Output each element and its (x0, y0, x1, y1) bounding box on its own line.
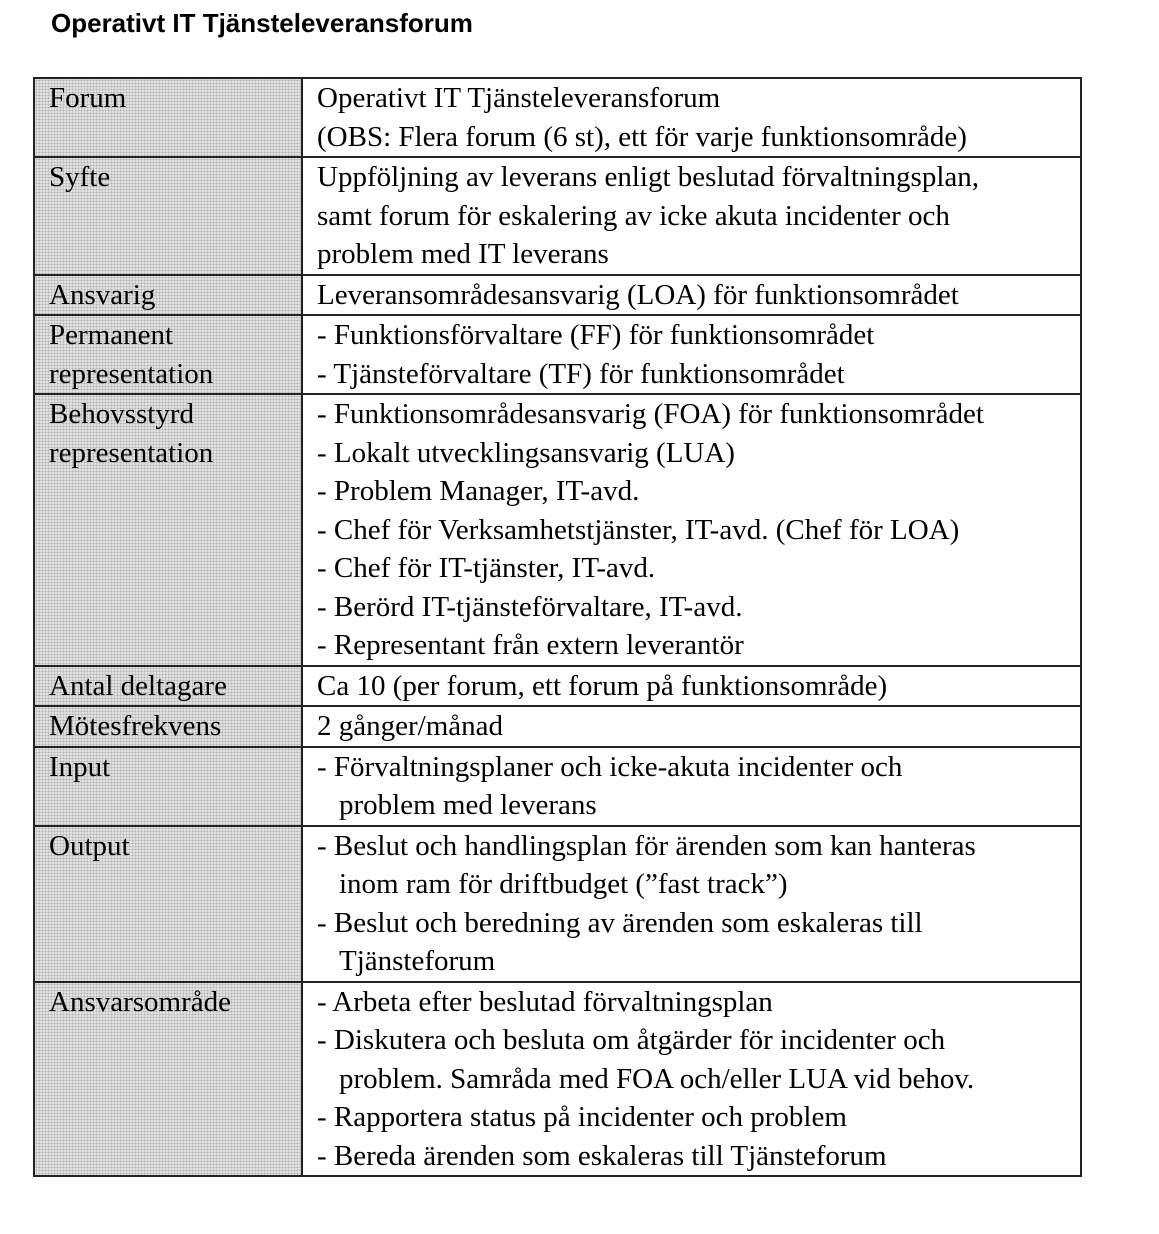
row-label: representation (49, 436, 214, 469)
bullet-item: - Förvaltningsplaner och icke-akuta incidenter och problem med leverans (317, 750, 903, 821)
value-line: Operativt IT Tjänsteleveransforum (317, 82, 721, 114)
row-label: representation (49, 357, 214, 390)
bullet-item: - Representant från extern leverantör (317, 629, 744, 661)
bullet-item: - Arbeta efter beslutad förvaltningsplan (317, 985, 773, 1018)
row-value-cell (302, 275, 1081, 316)
row-label: Syfte (49, 161, 111, 193)
bullet-item: - Problem Manager, IT-avd. (317, 475, 640, 507)
row-label: Input (49, 750, 111, 783)
value-line: samt forum för eskalering av icke akuta incidenter och (317, 199, 950, 232)
bullet-item: - Chef för Verksamhetstjänster, IT-avd. (Chef för LOA) (317, 513, 960, 546)
row-value-cell (302, 315, 1081, 394)
row-label-cell (34, 747, 302, 826)
value-line: Leveransområdesansvarig (LOA) för funktionsområdet (317, 278, 959, 311)
table-row (34, 157, 1081, 275)
row-label-cell (34, 982, 302, 1177)
row-label: Ansvarig (49, 278, 156, 311)
row-label-cell (34, 315, 302, 394)
forum-info-table (33, 77, 1082, 1177)
table-row (34, 706, 1081, 747)
row-value-cell (302, 157, 1081, 275)
row-label: Antal deltagare (49, 669, 227, 702)
bullet-item: - Funktionsförvaltare (FF) för funktionsområdet (317, 319, 875, 351)
table-row (34, 747, 1081, 826)
row-value-cell (302, 78, 1081, 157)
bullet-item: - Chef för IT-tjänster, IT-avd. (317, 552, 656, 584)
row-label: Ansvarsområde (49, 985, 232, 1018)
bullet-item: - Diskutera och besluta om åtgärder för incidenter och problem. Samråda med FOA och/eller LUA vid behov. (317, 1024, 975, 1095)
value-line: (OBS: Flera forum (6 st), ett för varje funktionsområde) (317, 120, 967, 153)
bullet-item: - Berörd IT-tjänsteförvaltare, IT-avd. (317, 590, 743, 623)
table-row (34, 275, 1081, 316)
bullet-item: - Lokalt utvecklingsansvarig (LUA) (317, 436, 735, 469)
row-value-cell (302, 826, 1081, 982)
row-value-cell (302, 666, 1081, 707)
row-label-cell (34, 78, 302, 157)
value-line: Ca 10 (per forum, ett forum på funktionsområde) (317, 669, 888, 702)
row-label: Permanent (49, 319, 174, 351)
row-value-cell (302, 747, 1081, 826)
bullet-item: - Rapportera status på incidenter och problem (317, 1101, 847, 1133)
value-line: Uppföljning av leverans enligt beslutad förvaltningsplan, (317, 161, 980, 193)
row-label: Mötesfrekvens (49, 710, 222, 742)
table-row (34, 315, 1081, 394)
row-label-cell (34, 666, 302, 707)
table-row (34, 78, 1081, 157)
table-row (34, 826, 1081, 982)
row-value-cell (302, 394, 1081, 666)
bullet-item: - Beslut och handlingsplan för ärenden som kan hanteras inom ram för driftbudget (”fast track”) (317, 829, 976, 900)
table-row (34, 666, 1081, 707)
bullet-item: - Tjänsteförvaltare (TF) för funktionsområdet (317, 357, 845, 390)
row-label: Forum (49, 82, 127, 114)
document-title: Operativt IT Tjänsteleveransforum (51, 8, 473, 38)
bullet-item: - Bereda ärenden som eskaleras till Tjänsteforum (317, 1139, 887, 1172)
table-row (34, 982, 1081, 1177)
row-value-cell (302, 706, 1081, 747)
value-line: 2 gånger/månad (317, 710, 504, 742)
row-label-cell (34, 394, 302, 666)
row-label-cell (34, 157, 302, 275)
row-value-cell (302, 982, 1081, 1177)
row-label: Behovsstyrd (49, 398, 194, 430)
row-label-cell (34, 275, 302, 316)
bullet-item: - Beslut och beredning av ärenden som eskaleras till Tjänsteforum (317, 906, 923, 977)
row-label-cell (34, 706, 302, 747)
bullet-item: - Funktionsområdesansvarig (FOA) för funktionsområdet (317, 398, 984, 430)
value-line: problem med IT leverans (317, 238, 609, 270)
row-label: Output (49, 829, 130, 862)
table-row (34, 394, 1081, 666)
table-body (34, 78, 1081, 1176)
row-label-cell (34, 826, 302, 982)
